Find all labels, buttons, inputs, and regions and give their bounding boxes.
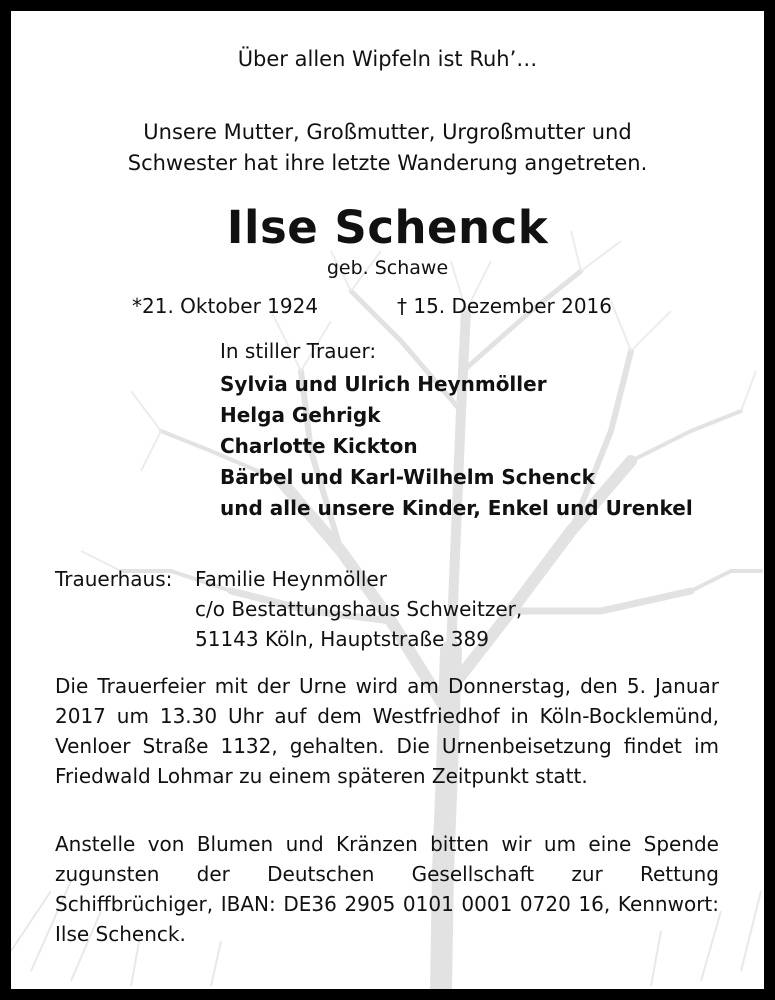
mourners-list bbox=[220, 369, 693, 524]
intro-line-1: Unsere Mutter, Großmutter, Urgroßmutter und bbox=[143, 120, 632, 144]
trauerhaus-address bbox=[55, 564, 522, 654]
mourner-name: Sylvia und Ulrich Heynmöller bbox=[220, 372, 547, 396]
trauerhaus-line: 51143 Köln, Hauptstraße 389 bbox=[195, 627, 489, 651]
mourner-name: Helga Gehrigk bbox=[220, 403, 381, 427]
death-date: † 15. Dezember 2016 bbox=[397, 294, 612, 318]
mourner-name: Charlotte Kickton bbox=[220, 434, 418, 458]
trauerhaus-line: c/o Bestattungshaus Schweitzer, bbox=[195, 597, 523, 621]
maiden-name: geb. Schawe bbox=[326, 257, 449, 279]
intro-line-2: Schwester hat ihre letzte Wanderung angetreten. bbox=[127, 151, 648, 175]
trauerhaus-label: Trauerhaus: bbox=[55, 567, 173, 591]
mourner-name: Bärbel und Karl-Wilhelm Schenck bbox=[220, 465, 595, 489]
birth-date: *21. Oktober 1924 bbox=[132, 294, 319, 318]
donation-paragraph: Anstelle von Blumen und Kränzen bitten wir um eine Spende zugunsten der Deutschen Gesellschaft zur Rettung Schiffbrüchiger, IBAN: DE36 2905 0101 0001 0720 16, Kennwort: Ilse Schenck. bbox=[55, 832, 719, 946]
mourning-section bbox=[220, 339, 693, 524]
intro-text bbox=[11, 117, 764, 179]
trauerhaus-line: Familie Heynmöller bbox=[195, 567, 387, 591]
mourner-name: und alle unsere Kinder, Enkel und Urenkel bbox=[220, 496, 693, 520]
deceased-name: Ilse Schenck bbox=[226, 201, 549, 254]
mourning-label: In stiller Trauer: bbox=[220, 339, 377, 363]
ceremony-paragraph: Die Trauerfeier mit der Urne wird am Donnerstag, den 5. Januar 2017 um 13.30 Uhr auf dem Westfriedhof in Köln-Bocklemünd, Venloer Straße 1132, gehalten. Die Urnenbeisetzung findet im Friedwald Lohmar zu einem späteren Zeitpunkt statt. bbox=[55, 674, 719, 788]
motto-quote: Über allen Wipfeln ist Ruh’… bbox=[237, 47, 538, 71]
